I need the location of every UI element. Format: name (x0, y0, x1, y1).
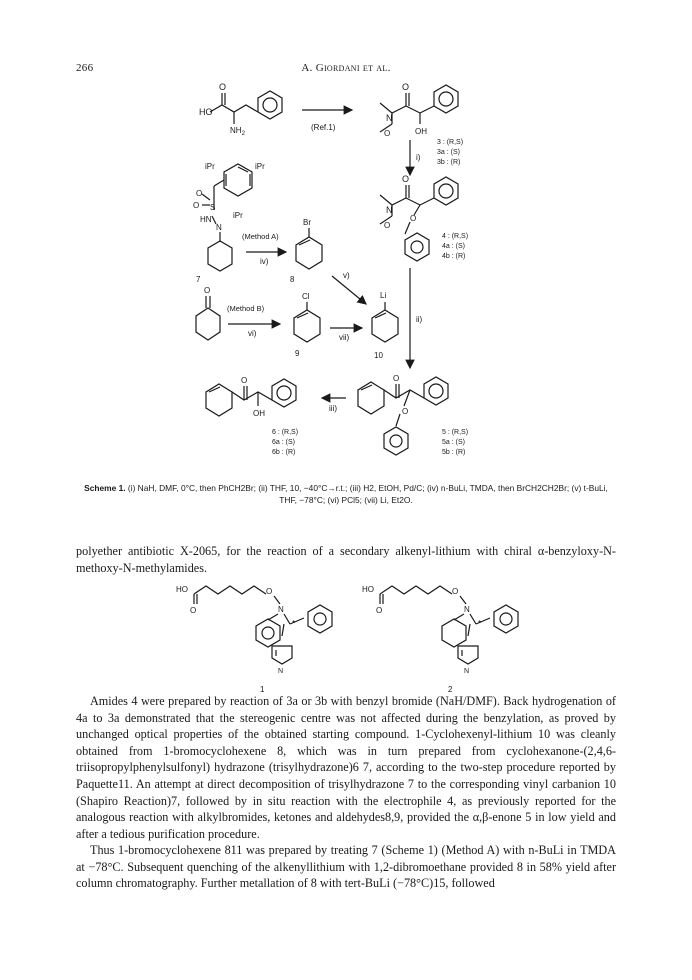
label-step-ii: ii) (416, 315, 423, 324)
scheme-caption (76, 482, 616, 506)
label-cl: Cl (302, 292, 310, 301)
label-o-ether: O (410, 214, 417, 223)
label-n: N (464, 605, 470, 614)
label-o: O (402, 174, 410, 184)
label-br: Br (303, 218, 311, 227)
label-o: O (219, 82, 227, 92)
running-head: A. Giordani et al. (301, 62, 391, 74)
scheme-caption-text: (i) NaH, DMF, 0°C, then PhCH2Br; (ii) THF, 10, −40°C→r.t.; (iii) H2, EtOH, Pd/C; (iv) n-BuLi, TMDA, then BrCH2CH2Br; (v) t-BuLi, THF, −78°C; (vi) PCl5; (vii) Li, Et2O. (127, 483, 608, 505)
label-6: 6 : (R,S) (272, 429, 299, 436)
label-step-v: v) (343, 271, 350, 280)
label-compound-2: 2 (448, 685, 453, 694)
label-method-b: (Method B) (227, 304, 265, 313)
paragraph: Amides 4 were prepared by reaction of 3a or 3b with benzyl bromide (NaH/DMF). Back hydrogenation of 4a to 3a demonstrated that the stereogenic centre was not affected during the benzylation, as proved by unchanged optical properties of the obtained starting compound. 1-Cyclohexenyl-lithium 10 was cleanly obtained from 1-bromocyclohexene 8, which was in turn prepared from cyclohexanone-(2,4,6-triisopropylphenylsulfonyl) hydrazone (trisylhydrazone)6 7, according to the two-step procedure reported by Paquette11. An attempt at direct decomposition of trisylhydrazone 7 to the corresponding vinyl carbanion 10 (Shapiro Reaction)7, followed by in situ reaction with the electrophile 4, as previously reported for the analogous reaction with alkylbromides, ketones and aldehydes8,9, provided the α,β-enone 5 in low yield and after a tedious purification procedure. (76, 694, 616, 841)
label-step-i: i) (416, 153, 421, 162)
label-step-vii: vii) (339, 333, 350, 342)
compound-8 (296, 228, 322, 269)
label-4a: 4a : (S) (442, 243, 465, 250)
label-5a: 5a : (S) (442, 439, 465, 446)
label-ref1: (Ref.1) (311, 123, 336, 132)
label-n: N (464, 668, 470, 675)
label-o: O (204, 286, 211, 295)
label-9: 9 (295, 349, 300, 358)
compound-9 (294, 302, 320, 342)
label-oh: OH (253, 409, 265, 418)
label-5b: 5b : (R) (442, 449, 466, 456)
label-s: S (210, 203, 216, 212)
label-o-ether: O (402, 407, 409, 416)
label-n: N (278, 605, 284, 614)
label-n: N (278, 668, 284, 675)
compound-phenyllactic-acid (210, 91, 282, 124)
label-o: O (196, 189, 203, 198)
label-compound-1: 1 (260, 685, 265, 694)
label-stereocentre: * (478, 619, 482, 628)
label-li: Li (380, 291, 387, 300)
label-n: N (216, 223, 222, 232)
label-8: 8 (290, 275, 295, 284)
paragraph: Thus 1-bromocyclohexene 811 was prepared by treating 7 (Scheme 1) (Method A) with n-BuLi in TMDA at −78°C. Subsequent quenching of the alkenyllithium with 1,2-dibromoethane provided 8 in 58% yield after column chromatography. Further metallation of 8 with tert-BuLi (−78°C)15, followed (76, 843, 616, 891)
label-o: O (190, 606, 197, 615)
label-5: 5 : (R,S) (442, 429, 469, 436)
compound-1 (194, 586, 332, 664)
label-3a: 3a : (S) (437, 149, 460, 156)
arrow-step-v (332, 276, 366, 304)
label-ipr: iPr (205, 162, 215, 171)
label-3: 3 : (R,S) (437, 139, 464, 146)
label-stereocentre: * (292, 619, 296, 628)
label-ipr: iPr (233, 211, 243, 220)
label-oh: OH (415, 127, 427, 136)
scheme-caption-label: Scheme 1. (84, 483, 126, 493)
label-step-vi: vi) (248, 329, 257, 338)
label-o: O (452, 587, 459, 596)
label-n: N (386, 205, 393, 215)
compound-5 (358, 377, 448, 455)
compound-cyclohexanone (196, 296, 220, 340)
label-n: N (386, 113, 393, 123)
label-hn: HN (200, 215, 212, 224)
label-10: 10 (374, 351, 383, 360)
label-step-iii: iii) (329, 404, 337, 413)
label-4b: 4b : (R) (442, 253, 466, 260)
label-o: O (393, 374, 400, 383)
compound-10 (372, 302, 398, 342)
page-number: 266 (76, 62, 94, 74)
label-ho: HO (362, 585, 374, 594)
label-o-methoxy: O (384, 129, 391, 138)
compound-2 (380, 586, 518, 664)
label-o: O (193, 201, 200, 210)
label-o: O (241, 376, 248, 385)
compound-6 (206, 379, 296, 416)
label-3b: 3b : (R) (437, 159, 461, 166)
label-method-a: (Method A) (242, 232, 279, 241)
label-ho: HO (176, 585, 188, 594)
label-o: O (402, 82, 410, 92)
label-step-iv: iv) (260, 257, 269, 266)
label-6b: 6b : (R) (272, 449, 296, 456)
paragraph: polyether antibiotic X-2065, for the reaction of a secondary alkenyl-lithium with chiral α-benzyloxy-N-methoxy-N-methylamides. (76, 544, 616, 575)
label-4: 4 : (R,S) (442, 233, 469, 240)
label-ho: HO (199, 107, 213, 117)
label-nh2: $NH_2$ (230, 126, 245, 137)
label-o-methoxy: O (384, 221, 391, 230)
compound-3 (380, 85, 458, 132)
label-o: O (376, 606, 383, 615)
label-ipr: iPr (255, 162, 265, 171)
label-6a: 6a : (S) (272, 439, 295, 446)
label-7: 7 (196, 275, 201, 284)
label-o: O (266, 587, 273, 596)
